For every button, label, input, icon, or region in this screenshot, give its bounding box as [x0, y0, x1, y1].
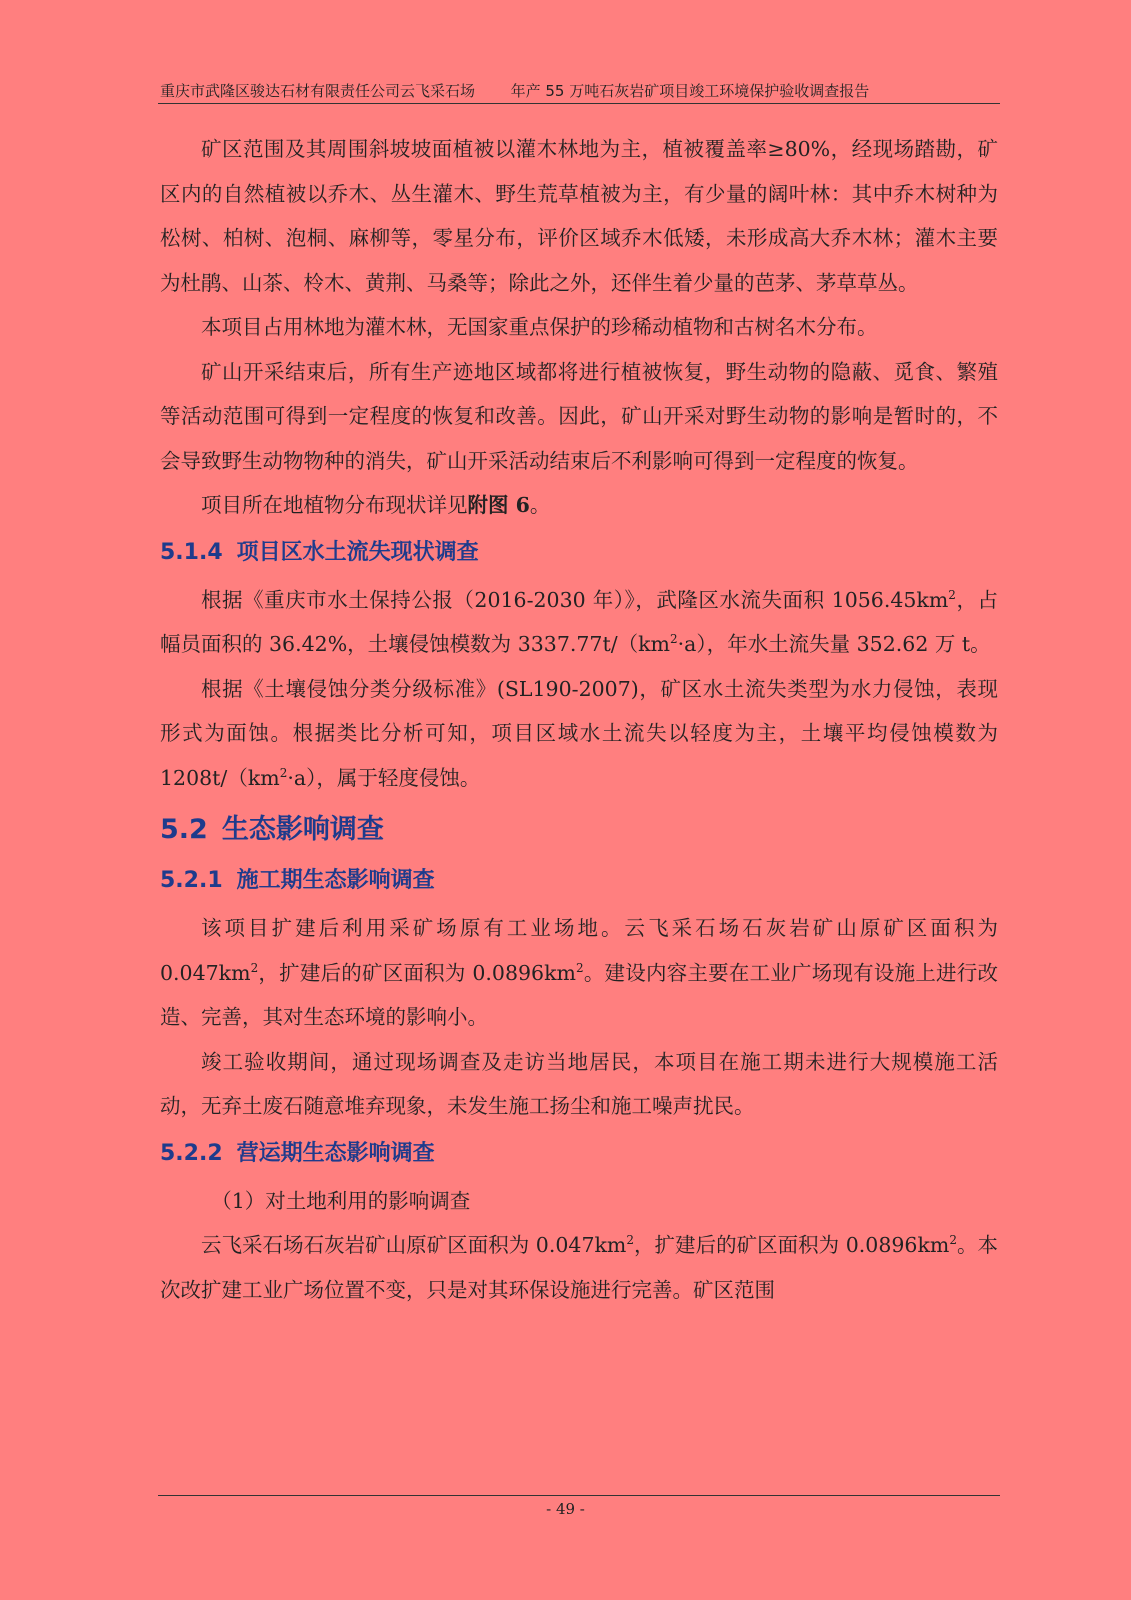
paragraph-soil-erosion-standard: 根据《土壤侵蚀分类分级标准》(SL190-2007)，矿区水土流失类型为水力侵蚀，表现形式为面蚀。根据类比分析可知，项目区域水土流失以轻度为主，土壤平均侵蚀模数为 $1208t/(km^2\cdot a)$，属于轻度侵蚀。: [160, 676, 998, 790]
page-number: - 49 -: [546, 1500, 585, 1518]
heading-5-1-4: 5.1.4 项目区水土流失现状调查: [160, 539, 479, 565]
heading-5-2-2: 5.2.2 营运期生态影响调查: [160, 1140, 435, 1166]
paragraph-forest-land: 本项目占用林地为灌木林，无国家重点保护的珍稀动植物和古树名木分布。: [201, 315, 878, 339]
figure-reference: 附图 6: [467, 493, 530, 517]
footer-divider: [158, 1495, 1000, 1496]
heading-5-2: 5.2 生态影响调查: [160, 814, 384, 845]
header-company: 重庆市武隆区骏达石材有限责任公司云飞采石场: [160, 82, 476, 100]
heading-5-2-1: 5.2.1 施工期生态影响调查: [160, 868, 435, 893]
subheading-land-use: （1）对土地利用的影响调查: [211, 1188, 471, 1213]
paragraph-soil-erosion-bulletin: 根据《重庆市水土保持公报（2016-2030 年）》，武隆区水流失面积 $1056.45km^2$，占幅员面积的 36.42%，土壤侵蚀模数为 $3337.77t/(km^2\cdot a)$，年水土流失量 352.62 万 t。: [160, 587, 999, 656]
header-report-title: 年产 55 万吨石灰岩矿项目竣工环境保护验收调查报告: [510, 82, 870, 100]
page-header: [160, 80, 1000, 101]
paragraph-mining-recovery: 矿山开采结束后，所有生产迹地区域都将进行植被恢复，野生动物的隐蔽、觅食、繁殖等活动范围可得到一定程度的恢复和改善。因此，矿山开采对野生动物的影响是暂时的，不会导致野生动物物种的消失，矿山开采活动结束后不利影响可得到一定程度的恢复。: [160, 359, 998, 473]
paragraph-acceptance-survey: 竣工验收期间，通过现场调查及走访当地居民，本项目在施工期未进行大规模施工活动，无弃土废石随意堆弃现象，未发生施工扬尘和施工噪声扰民。: [160, 1049, 998, 1118]
paragraph-vegetation: 矿区范围及其周围斜坡坡面植被以灌木林地为主，植被覆盖率≥80%，经现场踏勘，矿区内的自然植被以乔木、丛生灌木、野生荒草植被为主，有少量的阔叶林：其中乔木树种为松树、柏树、泡桐、麻柳等，零星分布，评价区域乔木低矮，未形成高大乔木林；灌木主要为杜鹃、山茶、柃木、黄荆、马桑等；除此之外，还伴生着少量的芭茅、茅草草丛。: [160, 137, 998, 295]
page-body: [160, 127, 998, 1312]
paragraph-land-use: 云飞采石场石灰岩矿山原矿区面积为 $0.047km^2$，扩建后的矿区面积为 $0.0896km^2$。本次改扩建工业广场位置不变，只是对其环保设施进行完善。矿区范围: [160, 1233, 998, 1302]
paragraph-plant-figure-ref: 项目所在地植物分布现状详见附图 6。: [201, 493, 551, 517]
paragraph-construction-impact: 该项目扩建后利用采矿场原有工业场地。云飞采石场石灰岩矿山原矿区面积为 $0.047km^2$，扩建后的矿区面积为 $0.0896km^2$。建设内容主要在工业广场现有设施上进行改造、完善，其对生态环境的影响小。: [160, 916, 998, 1029]
header-divider: [158, 103, 1000, 104]
